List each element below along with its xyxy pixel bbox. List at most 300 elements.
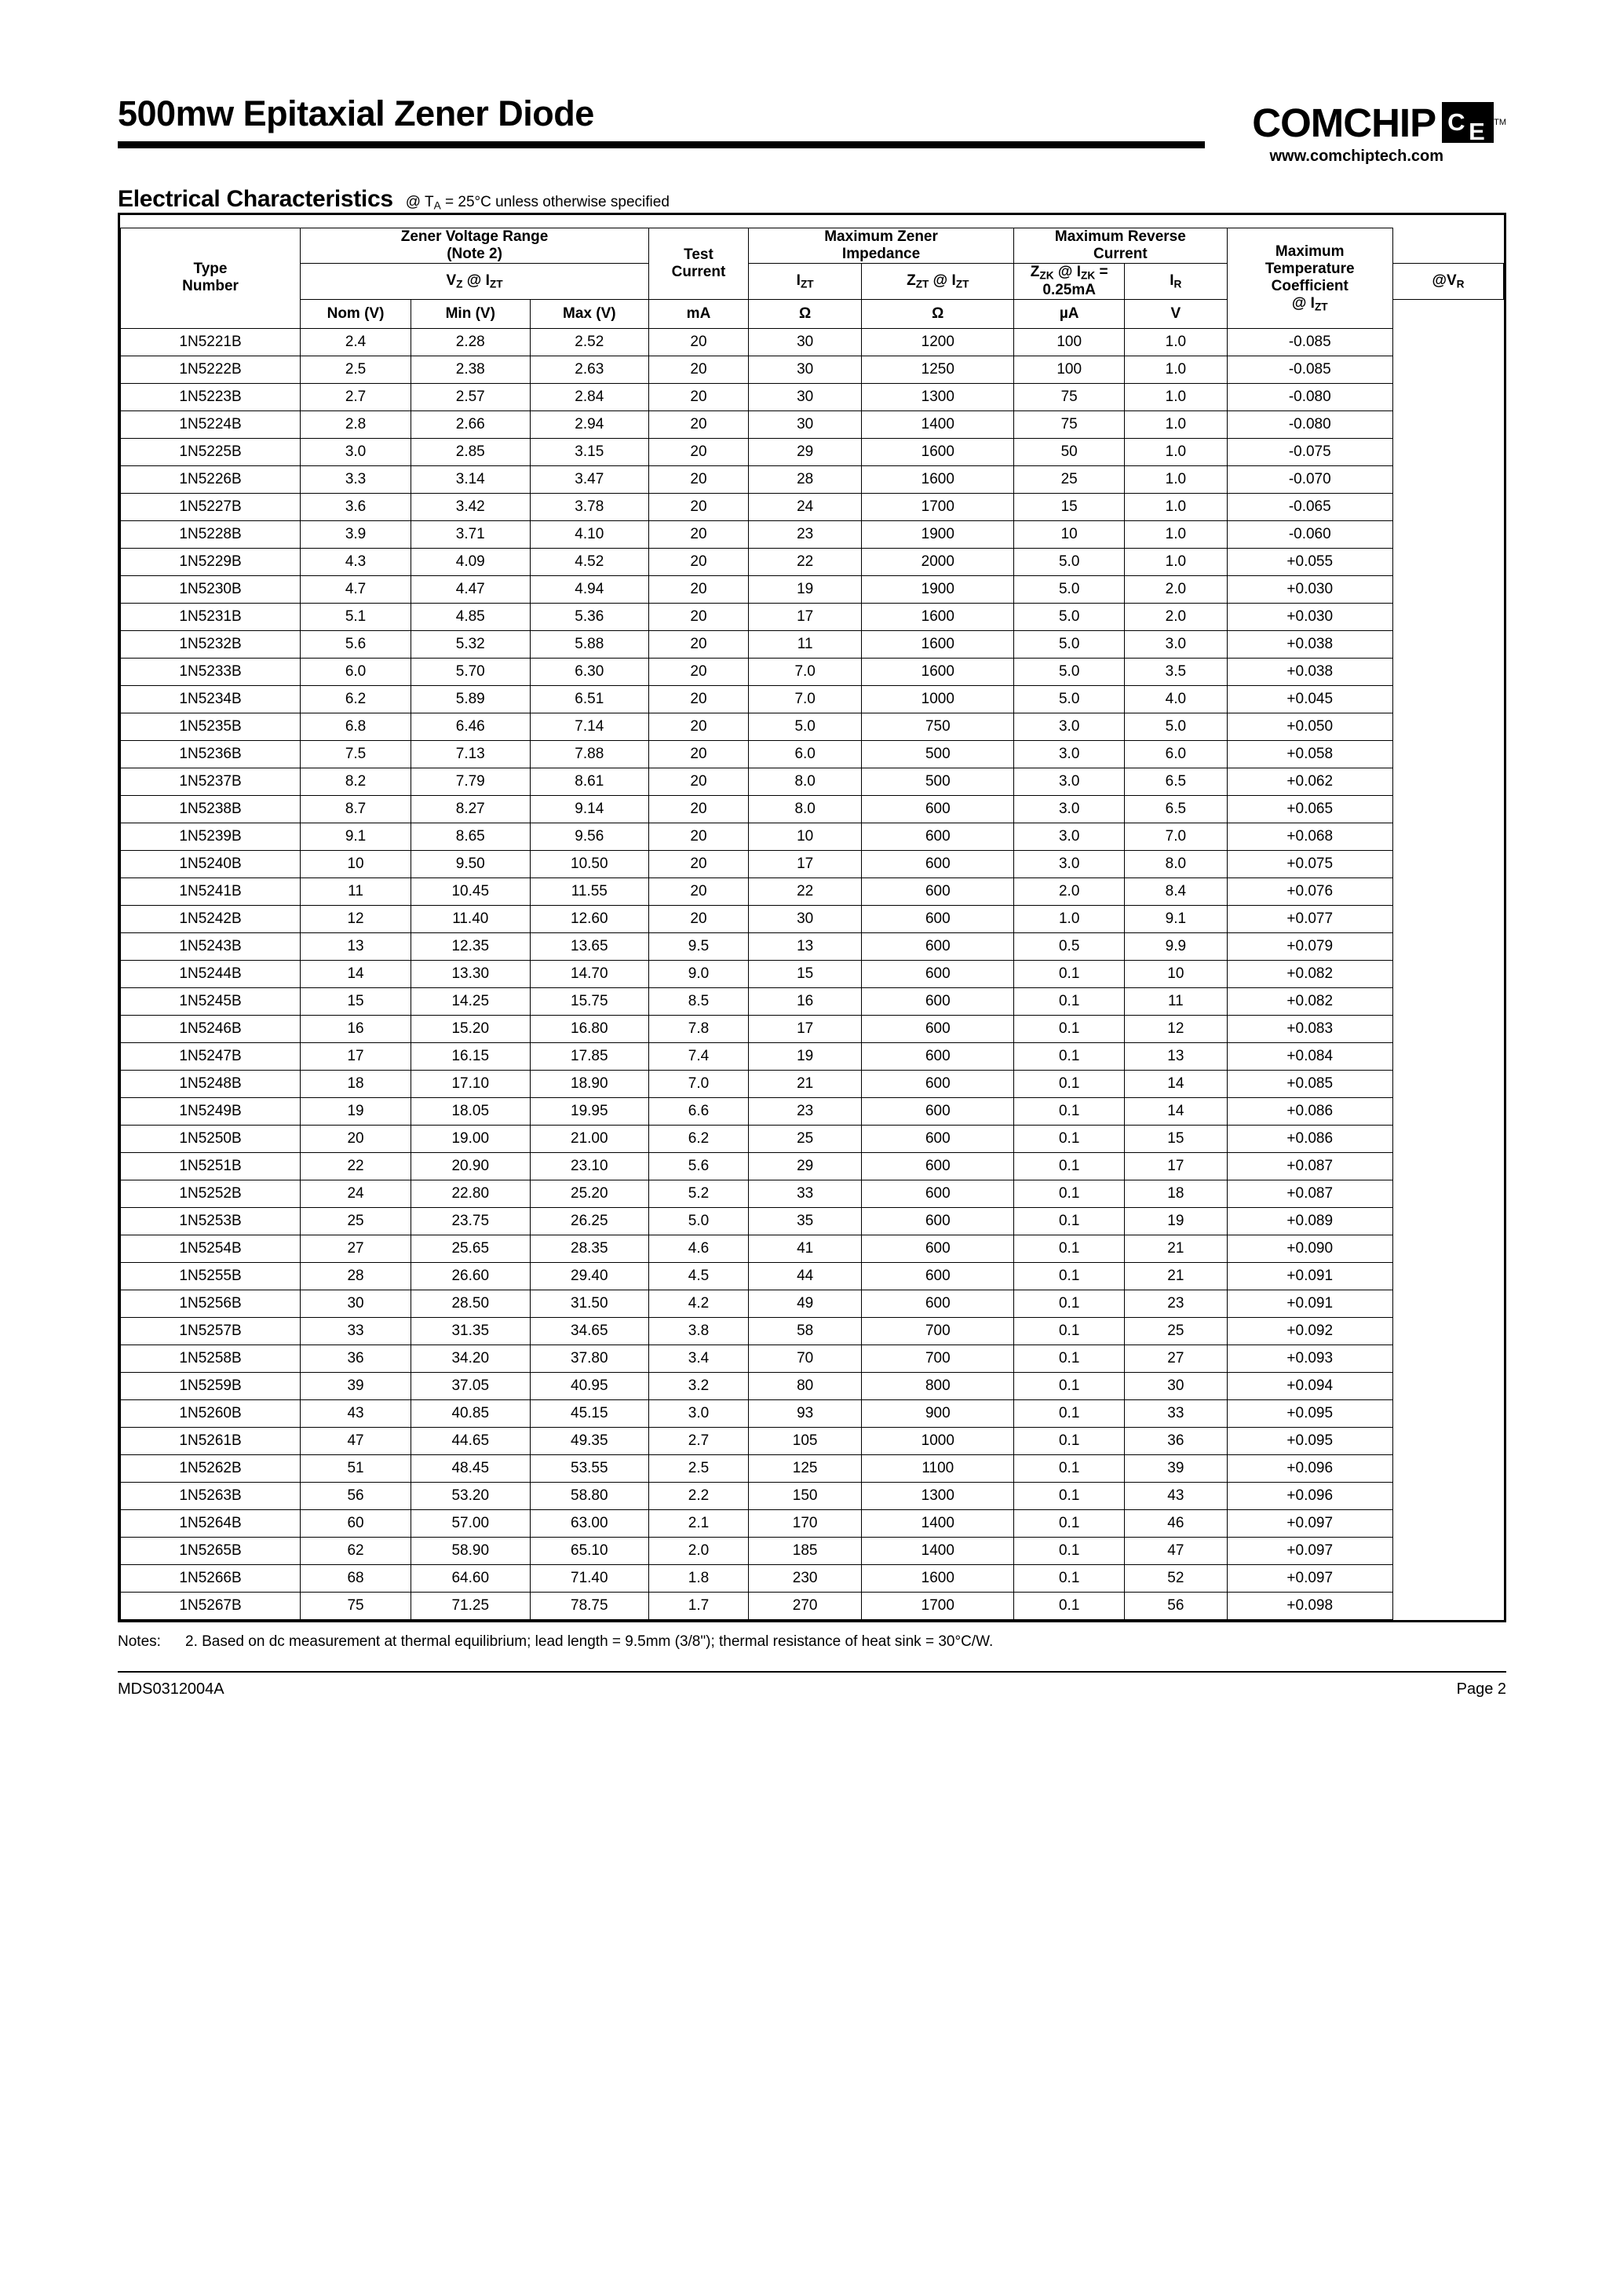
cell-value: 12 bbox=[1125, 1015, 1227, 1042]
cell-value: 1250 bbox=[862, 356, 1014, 383]
cell-value: -0.085 bbox=[1227, 328, 1392, 356]
cell-value: 40.85 bbox=[411, 1399, 531, 1427]
cell-value: 0.1 bbox=[1014, 1427, 1125, 1454]
cell-value: 33 bbox=[748, 1180, 861, 1207]
cell-value: 1900 bbox=[862, 575, 1014, 603]
cell-value: 6.51 bbox=[530, 685, 649, 713]
header-zzt-izt: $Z_{ZT}$ @ $I_{ZT}$ bbox=[862, 263, 1014, 299]
table-row bbox=[121, 1097, 1504, 1125]
cell-value: 15 bbox=[1125, 1125, 1227, 1152]
cell-value: 19.95 bbox=[530, 1097, 649, 1125]
cell-value: +0.084 bbox=[1227, 1042, 1392, 1070]
cell-value: 17.10 bbox=[411, 1070, 531, 1097]
cell-value: 1.8 bbox=[649, 1564, 749, 1592]
brand-website: www.comchiptech.com bbox=[1269, 148, 1443, 165]
cell-value: 3.0 bbox=[1014, 740, 1125, 768]
cell-value: 12.35 bbox=[411, 932, 531, 960]
cell-type-number: 1N5251B bbox=[121, 1152, 301, 1180]
cell-value: 8.0 bbox=[1125, 850, 1227, 878]
cell-value: 13.30 bbox=[411, 960, 531, 987]
cell-value: 1400 bbox=[862, 410, 1014, 438]
cell-value: 1600 bbox=[862, 1564, 1014, 1592]
cell-value: 2.0 bbox=[1125, 603, 1227, 630]
cell-value: 30 bbox=[1125, 1372, 1227, 1399]
cell-value: 3.5 bbox=[1125, 658, 1227, 685]
cell-value: 1600 bbox=[862, 658, 1014, 685]
cell-value: +0.083 bbox=[1227, 1015, 1392, 1042]
header-mzi-line2: Impedance bbox=[841, 245, 921, 262]
cell-value: 2.63 bbox=[530, 356, 649, 383]
cell-value: 20 bbox=[649, 685, 749, 713]
cell-value: 2.7 bbox=[649, 1427, 749, 1454]
cell-value: 5.0 bbox=[1014, 575, 1125, 603]
cell-value: 1600 bbox=[862, 465, 1014, 493]
table-row bbox=[121, 1372, 1504, 1399]
document-id: MDS0312004A bbox=[118, 1680, 224, 1698]
cell-value: 600 bbox=[862, 1262, 1014, 1290]
table-row bbox=[121, 630, 1504, 658]
cell-value: 600 bbox=[862, 1180, 1014, 1207]
cell-value: 20 bbox=[649, 823, 749, 850]
cell-value: 68 bbox=[301, 1564, 411, 1592]
cell-value: 5.1 bbox=[301, 603, 411, 630]
cell-value: 20 bbox=[649, 493, 749, 520]
table-row bbox=[121, 465, 1504, 493]
table-row bbox=[121, 1564, 1504, 1592]
cell-type-number: 1N5224B bbox=[121, 410, 301, 438]
cell-value: 1.0 bbox=[1014, 905, 1125, 932]
table-row bbox=[121, 1482, 1504, 1509]
cell-value: +0.097 bbox=[1227, 1564, 1392, 1592]
cell-value: 18.05 bbox=[411, 1097, 531, 1125]
cell-value: 600 bbox=[862, 960, 1014, 987]
cell-type-number: 1N5236B bbox=[121, 740, 301, 768]
cell-value: 21 bbox=[1125, 1262, 1227, 1290]
cell-value: 75 bbox=[1014, 383, 1125, 410]
cell-value: 600 bbox=[862, 850, 1014, 878]
cell-value: 0.1 bbox=[1014, 1070, 1125, 1097]
cell-value: +0.065 bbox=[1227, 795, 1392, 823]
cell-value: 0.1 bbox=[1014, 960, 1125, 987]
cell-value: 15 bbox=[748, 960, 861, 987]
cell-value: 5.36 bbox=[530, 603, 649, 630]
cell-value: 12 bbox=[301, 905, 411, 932]
cell-type-number: 1N5265B bbox=[121, 1537, 301, 1564]
brand-row bbox=[1252, 102, 1506, 143]
cell-value: +0.079 bbox=[1227, 932, 1392, 960]
cell-value: 5.0 bbox=[1014, 603, 1125, 630]
cell-value: 1.0 bbox=[1125, 493, 1227, 520]
cell-type-number: 1N5234B bbox=[121, 685, 301, 713]
header-mrc-line2: Current bbox=[1093, 245, 1148, 262]
cell-value: 19.00 bbox=[411, 1125, 531, 1152]
cell-value: 7.0 bbox=[748, 658, 861, 685]
header-vz-izt: $V_Z$ @ $I_{ZT}$ bbox=[301, 263, 649, 299]
cell-value: 1900 bbox=[862, 520, 1014, 548]
cell-value: 56 bbox=[301, 1482, 411, 1509]
cell-value: 8.61 bbox=[530, 768, 649, 795]
cell-type-number: 1N5246B bbox=[121, 1015, 301, 1042]
cell-type-number: 1N5252B bbox=[121, 1180, 301, 1207]
cell-value: 1.0 bbox=[1125, 465, 1227, 493]
cell-value: +0.097 bbox=[1227, 1509, 1392, 1537]
cell-value: 0.1 bbox=[1014, 1262, 1125, 1290]
cell-value: 3.0 bbox=[1014, 823, 1125, 850]
unit-ohm-zzt: Ω bbox=[748, 299, 861, 328]
cell-value: 22.80 bbox=[411, 1180, 531, 1207]
cell-value: 7.0 bbox=[1125, 823, 1227, 850]
cell-value: 20 bbox=[649, 438, 749, 465]
cell-value: 600 bbox=[862, 905, 1014, 932]
cell-value: 19 bbox=[748, 1042, 861, 1070]
table-row bbox=[121, 768, 1504, 795]
page-number: Page 2 bbox=[1456, 1680, 1506, 1698]
cell-value: 20 bbox=[649, 850, 749, 878]
cell-value: 17.85 bbox=[530, 1042, 649, 1070]
cell-value: 22 bbox=[301, 1152, 411, 1180]
cell-type-number: 1N5249B bbox=[121, 1097, 301, 1125]
table-row bbox=[121, 1262, 1504, 1290]
cell-value: 9.50 bbox=[411, 850, 531, 878]
cell-type-number: 1N5260B bbox=[121, 1399, 301, 1427]
cell-value: 5.32 bbox=[411, 630, 531, 658]
cell-value: 2.94 bbox=[530, 410, 649, 438]
cell-value: +0.086 bbox=[1227, 1097, 1392, 1125]
cell-value: +0.068 bbox=[1227, 823, 1392, 850]
cell-value: 4.10 bbox=[530, 520, 649, 548]
cell-value: 4.94 bbox=[530, 575, 649, 603]
cell-value: 23 bbox=[1125, 1290, 1227, 1317]
cell-value: 19 bbox=[1125, 1207, 1227, 1235]
cell-value: 9.1 bbox=[301, 823, 411, 850]
cell-value: 0.1 bbox=[1014, 1042, 1125, 1070]
cell-value: +0.090 bbox=[1227, 1235, 1392, 1262]
cell-value: 1.0 bbox=[1125, 383, 1227, 410]
cell-value: 27 bbox=[1125, 1345, 1227, 1372]
table-row bbox=[121, 987, 1504, 1015]
cell-value: 71.25 bbox=[411, 1592, 531, 1619]
cell-type-number: 1N5248B bbox=[121, 1070, 301, 1097]
cell-value: 2.5 bbox=[301, 356, 411, 383]
cell-value: 600 bbox=[862, 823, 1014, 850]
unit-ma: mA bbox=[649, 299, 749, 328]
cell-value: 28.50 bbox=[411, 1290, 531, 1317]
cell-value: 3.14 bbox=[411, 465, 531, 493]
cell-value: 75 bbox=[301, 1592, 411, 1619]
cell-value: 2.57 bbox=[411, 383, 531, 410]
cell-value: 12.60 bbox=[530, 905, 649, 932]
header-zzk-izk: $Z_{ZK}$ @ $I_{ZK} = 0.25mA$ bbox=[1014, 263, 1125, 299]
cell-value: +0.087 bbox=[1227, 1180, 1392, 1207]
cell-type-number: 1N5258B bbox=[121, 1345, 301, 1372]
table-row bbox=[121, 905, 1504, 932]
cell-value: +0.055 bbox=[1227, 548, 1392, 575]
section-condition bbox=[406, 194, 670, 211]
cell-value: 100 bbox=[1014, 356, 1125, 383]
table-row bbox=[121, 1290, 1504, 1317]
cell-value: 5.0 bbox=[1014, 685, 1125, 713]
unit-volt: V bbox=[1125, 299, 1227, 328]
cell-value: 1300 bbox=[862, 383, 1014, 410]
cell-value: 8.65 bbox=[411, 823, 531, 850]
cell-value: +0.030 bbox=[1227, 575, 1392, 603]
cell-value: 0.5 bbox=[1014, 932, 1125, 960]
table-row bbox=[121, 1454, 1504, 1482]
cell-value: 600 bbox=[862, 1015, 1014, 1042]
cell-value: +0.091 bbox=[1227, 1290, 1392, 1317]
trademark-mark: TM bbox=[1494, 118, 1506, 127]
cell-value: 2.2 bbox=[649, 1482, 749, 1509]
cell-value: 1600 bbox=[862, 438, 1014, 465]
cell-value: 3.0 bbox=[1014, 850, 1125, 878]
cell-value: 23 bbox=[748, 520, 861, 548]
cell-value: 37.05 bbox=[411, 1372, 531, 1399]
cell-value: 20 bbox=[649, 575, 749, 603]
cell-value: 44 bbox=[748, 1262, 861, 1290]
cell-value: 49.35 bbox=[530, 1427, 649, 1454]
cell-value: 0.1 bbox=[1014, 1207, 1125, 1235]
table-row bbox=[121, 328, 1504, 356]
cell-value: 2.84 bbox=[530, 383, 649, 410]
cell-value: 3.78 bbox=[530, 493, 649, 520]
cell-value: +0.094 bbox=[1227, 1372, 1392, 1399]
cell-value: 25 bbox=[301, 1207, 411, 1235]
cell-value: 13.65 bbox=[530, 932, 649, 960]
cell-type-number: 1N5257B bbox=[121, 1317, 301, 1345]
cell-value: 1700 bbox=[862, 493, 1014, 520]
cell-value: 26.25 bbox=[530, 1207, 649, 1235]
cell-value: 5.0 bbox=[1014, 630, 1125, 658]
cell-value: 6.0 bbox=[301, 658, 411, 685]
cell-value: 20 bbox=[649, 905, 749, 932]
cell-value: 2.28 bbox=[411, 328, 531, 356]
cell-value: 7.79 bbox=[411, 768, 531, 795]
cell-value: 6.8 bbox=[301, 713, 411, 740]
table-row bbox=[121, 383, 1504, 410]
header-zener-voltage-range bbox=[301, 228, 649, 264]
cell-value: 3.0 bbox=[1014, 713, 1125, 740]
cell-value: 10 bbox=[301, 850, 411, 878]
cell-value: 58.90 bbox=[411, 1537, 531, 1564]
cell-value: 3.9 bbox=[301, 520, 411, 548]
cell-value: 1.0 bbox=[1125, 410, 1227, 438]
cell-value: 0.1 bbox=[1014, 1454, 1125, 1482]
cell-value: 20 bbox=[301, 1125, 411, 1152]
cell-value: 27 bbox=[301, 1235, 411, 1262]
cell-value: 20 bbox=[649, 878, 749, 905]
cell-value: -0.060 bbox=[1227, 520, 1392, 548]
cell-value: 18 bbox=[301, 1070, 411, 1097]
table-row bbox=[121, 1015, 1504, 1042]
cell-value: 5.70 bbox=[411, 658, 531, 685]
cell-value: 23.10 bbox=[530, 1152, 649, 1180]
cell-value: 56 bbox=[1125, 1592, 1227, 1619]
cell-value: 29.40 bbox=[530, 1262, 649, 1290]
cell-value: 7.14 bbox=[530, 713, 649, 740]
cell-value: 8.0 bbox=[748, 768, 861, 795]
cell-value: +0.076 bbox=[1227, 878, 1392, 905]
cell-value: 1.0 bbox=[1125, 356, 1227, 383]
title-block bbox=[118, 94, 1236, 148]
header-at-vr: $@V_R$ bbox=[1392, 263, 1503, 299]
cell-value: 10.45 bbox=[411, 878, 531, 905]
table-row bbox=[121, 1317, 1504, 1345]
cell-value: +0.087 bbox=[1227, 1152, 1392, 1180]
cell-value: 20 bbox=[649, 630, 749, 658]
cell-value: 22 bbox=[748, 878, 861, 905]
cell-value: +0.086 bbox=[1227, 1125, 1392, 1152]
table-row bbox=[121, 410, 1504, 438]
cell-value: 50 bbox=[1014, 438, 1125, 465]
cell-value: 2.5 bbox=[649, 1454, 749, 1482]
table-row bbox=[121, 438, 1504, 465]
cell-value: 0.1 bbox=[1014, 1290, 1125, 1317]
cell-value: 10.50 bbox=[530, 850, 649, 878]
cell-value: 1.7 bbox=[649, 1592, 749, 1619]
cell-type-number: 1N5240B bbox=[121, 850, 301, 878]
cell-value: 23.75 bbox=[411, 1207, 531, 1235]
cell-value: 0.1 bbox=[1014, 1015, 1125, 1042]
cell-value: 0.1 bbox=[1014, 1125, 1125, 1152]
spec-table-container bbox=[118, 213, 1506, 1622]
brand-name: COMCHIP bbox=[1252, 100, 1436, 145]
cell-value: +0.082 bbox=[1227, 987, 1392, 1015]
cell-value: 25 bbox=[748, 1125, 861, 1152]
header-zvr-line2: (Note 2) bbox=[447, 245, 502, 262]
cell-value: 20 bbox=[649, 740, 749, 768]
cell-value: 53.20 bbox=[411, 1482, 531, 1509]
cell-value: 5.6 bbox=[301, 630, 411, 658]
cell-value: 185 bbox=[748, 1537, 861, 1564]
header-test-current-line1: Test bbox=[684, 246, 713, 263]
logo-letter-e: E bbox=[1469, 118, 1485, 145]
table-row bbox=[121, 685, 1504, 713]
table-row bbox=[121, 1592, 1504, 1619]
cell-value: 49 bbox=[748, 1290, 861, 1317]
cell-value: 13 bbox=[1125, 1042, 1227, 1070]
cell-value: 14.25 bbox=[411, 987, 531, 1015]
cell-value: 18 bbox=[1125, 1180, 1227, 1207]
cell-value: 10 bbox=[748, 823, 861, 850]
cell-value: 20.90 bbox=[411, 1152, 531, 1180]
cell-value: 8.5 bbox=[649, 987, 749, 1015]
cell-value: 8.0 bbox=[748, 795, 861, 823]
cell-value: 2.1 bbox=[649, 1509, 749, 1537]
cell-value: 4.47 bbox=[411, 575, 531, 603]
cell-value: 1.0 bbox=[1125, 328, 1227, 356]
cell-value: 600 bbox=[862, 1125, 1014, 1152]
cell-type-number: 1N5238B bbox=[121, 795, 301, 823]
cell-value: -0.080 bbox=[1227, 383, 1392, 410]
cell-value: +0.030 bbox=[1227, 603, 1392, 630]
cell-value: 20 bbox=[649, 356, 749, 383]
cell-value: 70 bbox=[748, 1345, 861, 1372]
cell-value: 3.2 bbox=[649, 1372, 749, 1399]
table-row bbox=[121, 960, 1504, 987]
cell-value: 600 bbox=[862, 1070, 1014, 1097]
cell-value: 3.42 bbox=[411, 493, 531, 520]
cell-value: 44.65 bbox=[411, 1427, 531, 1454]
cell-value: 7.88 bbox=[530, 740, 649, 768]
cell-type-number: 1N5241B bbox=[121, 878, 301, 905]
cell-value: 20 bbox=[649, 548, 749, 575]
cell-value: 4.7 bbox=[301, 575, 411, 603]
cell-type-number: 1N5245B bbox=[121, 987, 301, 1015]
cell-value: 26.60 bbox=[411, 1262, 531, 1290]
cell-value: 9.14 bbox=[530, 795, 649, 823]
cell-value: 29 bbox=[748, 438, 861, 465]
cell-value: 0.1 bbox=[1014, 1399, 1125, 1427]
cell-value: 64.60 bbox=[411, 1564, 531, 1592]
header-row-1 bbox=[121, 228, 1504, 264]
table-row bbox=[121, 1125, 1504, 1152]
cell-value: 1400 bbox=[862, 1537, 1014, 1564]
cell-value: 4.6 bbox=[649, 1235, 749, 1262]
cell-value: 600 bbox=[862, 987, 1014, 1015]
header-type-number-line2: Number bbox=[182, 278, 239, 295]
cell-value: 65.10 bbox=[530, 1537, 649, 1564]
cell-value: 5.0 bbox=[748, 713, 861, 740]
cell-type-number: 1N5254B bbox=[121, 1235, 301, 1262]
cell-value: 4.0 bbox=[1125, 685, 1227, 713]
cell-value: 1300 bbox=[862, 1482, 1014, 1509]
cell-type-number: 1N5230B bbox=[121, 575, 301, 603]
cell-type-number: 1N5231B bbox=[121, 603, 301, 630]
cell-value: 2.66 bbox=[411, 410, 531, 438]
table-row bbox=[121, 575, 1504, 603]
cell-value: 3.0 bbox=[649, 1399, 749, 1427]
cell-value: 3.47 bbox=[530, 465, 649, 493]
table-row bbox=[121, 823, 1504, 850]
cell-type-number: 1N5267B bbox=[121, 1592, 301, 1619]
cell-value: 6.2 bbox=[301, 685, 411, 713]
header-type-number bbox=[121, 228, 301, 329]
cell-value: 10 bbox=[1014, 520, 1125, 548]
cell-value: 13 bbox=[748, 932, 861, 960]
cell-value: 2.0 bbox=[649, 1537, 749, 1564]
comchip-logo-icon bbox=[1442, 102, 1494, 143]
cell-value: 60 bbox=[301, 1509, 411, 1537]
cell-value: 8.2 bbox=[301, 768, 411, 795]
cell-value: 4.5 bbox=[649, 1262, 749, 1290]
cell-value: 7.8 bbox=[649, 1015, 749, 1042]
cell-value: 0.1 bbox=[1014, 1482, 1125, 1509]
cell-value: 2000 bbox=[862, 548, 1014, 575]
cell-value: 5.89 bbox=[411, 685, 531, 713]
cell-value: 600 bbox=[862, 878, 1014, 905]
cell-type-number: 1N5264B bbox=[121, 1509, 301, 1537]
brand-block bbox=[1252, 94, 1506, 166]
cell-value: 2.4 bbox=[301, 328, 411, 356]
cell-value: 6.5 bbox=[1125, 795, 1227, 823]
cell-value: 17 bbox=[1125, 1152, 1227, 1180]
cell-value: 20 bbox=[649, 713, 749, 740]
cell-value: 6.46 bbox=[411, 713, 531, 740]
cell-value: 25.65 bbox=[411, 1235, 531, 1262]
table-row bbox=[121, 548, 1504, 575]
cell-type-number: 1N5232B bbox=[121, 630, 301, 658]
cell-value: +0.098 bbox=[1227, 1592, 1392, 1619]
cell-value: 33 bbox=[1125, 1399, 1227, 1427]
cell-value: 230 bbox=[748, 1564, 861, 1592]
cell-value: 11 bbox=[301, 878, 411, 905]
cell-value: 19 bbox=[301, 1097, 411, 1125]
cell-value: 700 bbox=[862, 1317, 1014, 1345]
cell-value: 500 bbox=[862, 768, 1014, 795]
cell-value: +0.077 bbox=[1227, 905, 1392, 932]
cell-type-number: 1N5244B bbox=[121, 960, 301, 987]
table-body bbox=[121, 328, 1504, 1619]
